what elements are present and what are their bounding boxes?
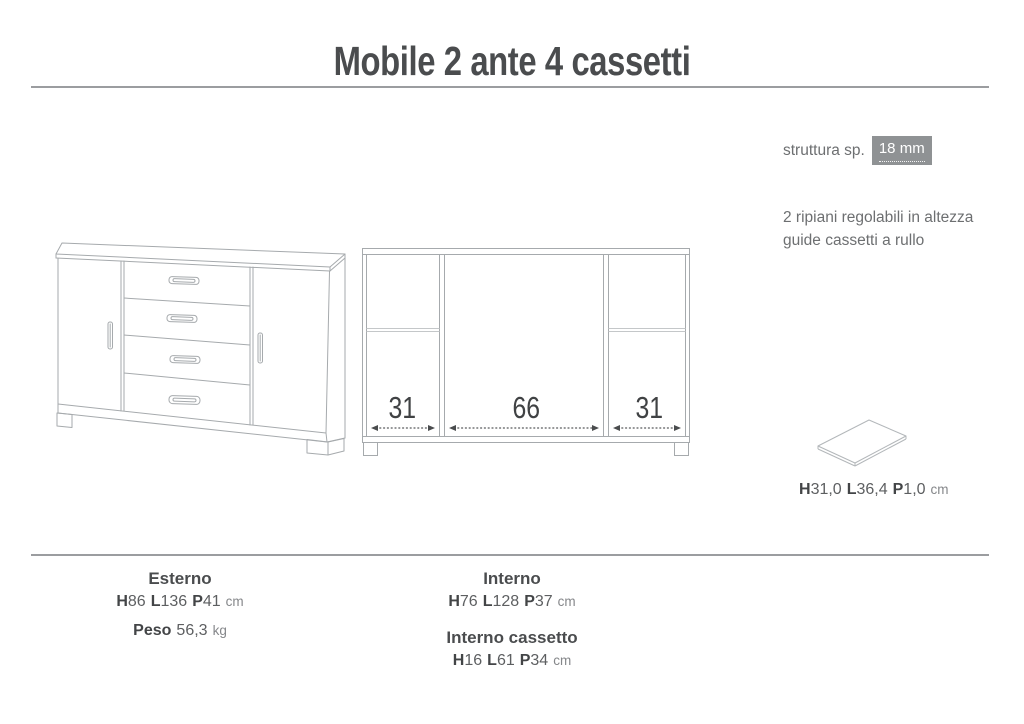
interno-p-key: P [524, 593, 535, 610]
cabinet-front-drawing [45, 235, 355, 465]
drawer-gap-line [124, 335, 250, 345]
esterno-dimensions [55, 593, 305, 611]
drawer-handle [169, 276, 199, 284]
esterno-label: Esterno [148, 569, 212, 588]
peso-line [55, 622, 305, 640]
shelf-l-value: 36,4 [856, 481, 888, 498]
internal-foot-right [675, 443, 689, 456]
interno-l-key: L [482, 593, 493, 610]
cassetto-h-key: H [452, 652, 465, 669]
esterno-p-value: 41 [202, 593, 221, 610]
peso-value: 56,3 [176, 622, 208, 639]
interno-label: Interno [483, 569, 541, 588]
esterno-l-value: 136 [160, 593, 188, 610]
interno-cassetto-dimensions [387, 652, 637, 670]
esterno-p-key: P [192, 593, 203, 610]
door-handle-left [108, 322, 113, 349]
structure-thickness-value: 18 mm [878, 140, 925, 157]
internal-foot-left [364, 443, 378, 456]
interno-h-value: 76 [459, 593, 478, 610]
cabinet-internal-drawing [362, 248, 690, 462]
shelf-l-key: L [846, 481, 857, 498]
esterno-h-key: H [116, 593, 128, 610]
cabinet-foot-right [307, 440, 328, 456]
cabinet-top-face [56, 243, 345, 267]
door-handle-right [258, 333, 263, 363]
shelf-panel-top [818, 420, 906, 463]
features-note [783, 207, 973, 252]
shelf-p-value: 1,0 [903, 481, 926, 498]
drawer-handle [167, 314, 197, 322]
interno-l-value: 128 [492, 593, 520, 610]
feature-line-1: 2 ripiani regolabili in altezza [783, 209, 974, 226]
esterno-specs [55, 569, 305, 640]
title-divider [31, 86, 989, 88]
peso-unit: kg [212, 623, 227, 638]
cassetto-unit: cm [553, 653, 572, 668]
page-title-text: Mobile 2 ante 4 cassetti [333, 38, 691, 84]
specs-divider [31, 554, 989, 556]
cassetto-l-value: 61 [496, 652, 515, 669]
esterno-h-value: 86 [127, 593, 146, 610]
internal-width-middle: 66 [512, 390, 540, 425]
dimension-arrow-icon [879, 158, 925, 162]
shelf-panel-drawing [805, 412, 915, 470]
cassetto-h-value: 16 [464, 652, 483, 669]
structure-spec [783, 136, 932, 165]
interno-cassetto-label: Interno cassetto [446, 628, 578, 647]
cassetto-l-key: L [487, 652, 497, 669]
esterno-unit: cm [225, 594, 244, 609]
structure-thickness-badge [872, 136, 932, 165]
interno-dimensions [387, 593, 637, 611]
peso-label: Peso [133, 622, 172, 639]
interno-unit: cm [557, 594, 576, 609]
drawer-gap-line [124, 373, 250, 385]
cassetto-p-value: 34 [530, 652, 549, 669]
cassetto-p-key: P [519, 652, 531, 669]
drawer-gap-line [124, 298, 250, 306]
feature-line-2: guide cassetti a rullo [783, 231, 925, 249]
interno-p-value: 37 [534, 593, 553, 610]
cabinet-foot-left [57, 413, 72, 428]
interno-h-key: H [448, 593, 460, 610]
drawer-handle [169, 395, 200, 404]
drawer-handle [170, 355, 200, 363]
internal-width-left: 31 [388, 390, 417, 425]
shelf-dimensions [799, 481, 949, 499]
page-title [0, 38, 1024, 85]
shelf-p-key: P [892, 481, 904, 498]
internal-width-right: 31 [635, 390, 663, 425]
interno-specs [387, 569, 637, 670]
shelf-h-value: 31,0 [810, 481, 842, 498]
shelf-unit: cm [930, 482, 949, 497]
structure-label: struttura sp. [783, 141, 865, 159]
shelf-h-key: H [799, 481, 811, 498]
esterno-l-key: L [150, 593, 161, 610]
cabinet-right-edge [326, 272, 330, 434]
